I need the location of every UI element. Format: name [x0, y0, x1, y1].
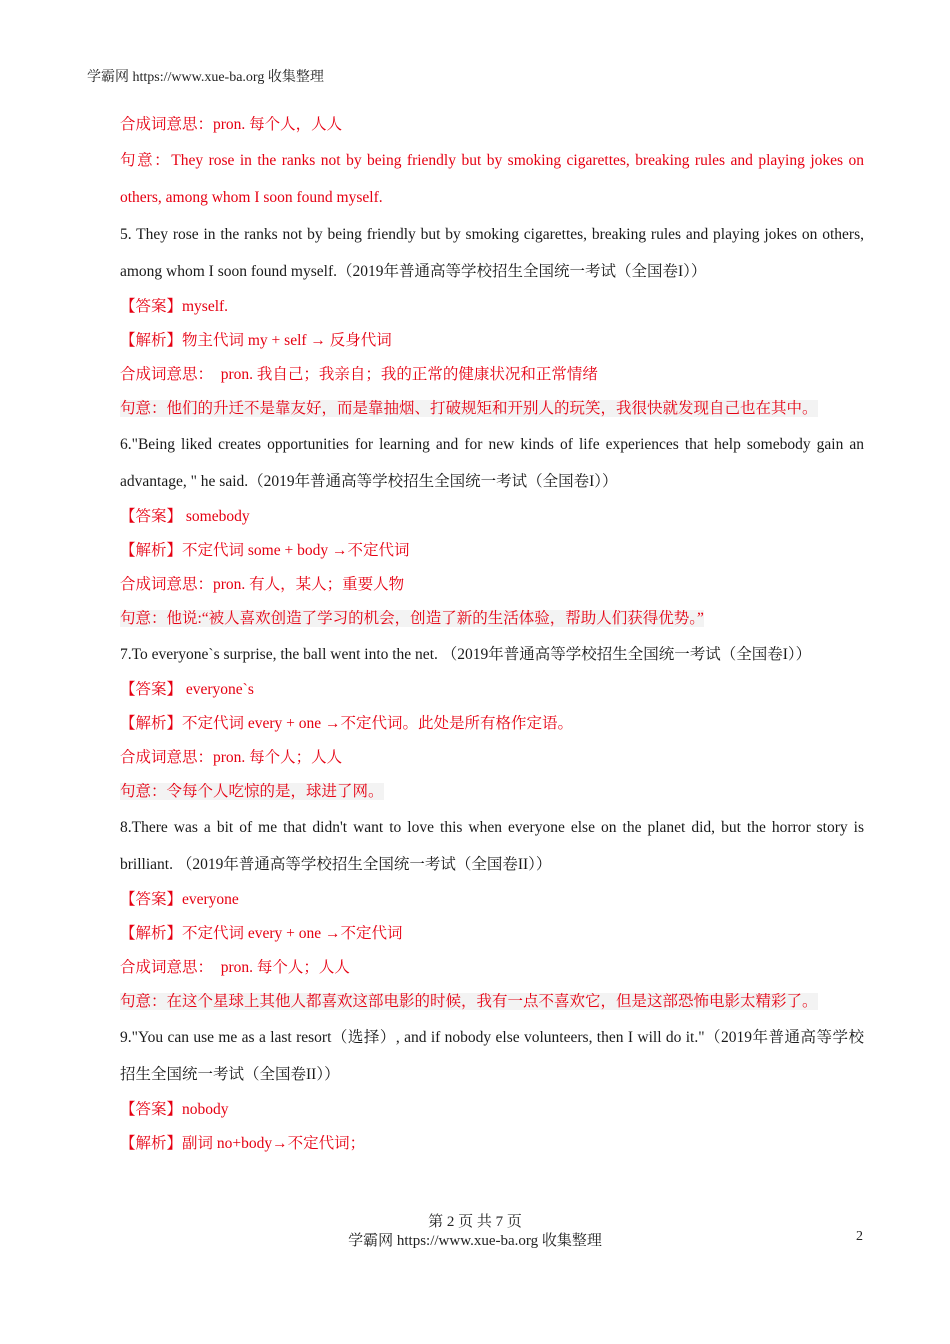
q9-answer: 【答案】nobody — [120, 1101, 229, 1118]
top-meaning: 合成词意思：pron. 每个人，人人 — [120, 116, 343, 133]
top-sentence: 句意：They rose in the ranks not by being friendly but by smoking cigarettes, breaking rules and playing jokes on others, among whom I soon found myself. — [120, 152, 864, 206]
q5-meaning: 合成词意思： pron. 我自己；我亲自；我的正常的健康状况和正常情绪 — [120, 366, 598, 383]
page-number: 2 — [856, 1229, 863, 1244]
q8-meaning: 合成词意思： pron. 每个人；人人 — [120, 959, 350, 976]
footer-source: 学霸网 https://www.xue-ba.org 收集整理 — [348, 1233, 602, 1249]
q8-sentence: 句意：在这个星球上其他人都喜欢这部电影的时候，我有一点不喜欢它，但是这部恐怖电影太精彩了。 — [120, 993, 818, 1010]
q7-answer: 【答案】 everyone`s — [120, 681, 254, 698]
page-header: 学霸网 https://www.xue-ba.org 收集整理 — [87, 70, 324, 85]
question-6: 6."Being liked creates opportunities for learning and for new kinds of life experiences that help somebody gain an advantage, " he said.（2019年普通高等学校招生全国统一考试（全国卷I）） — [120, 436, 864, 490]
q7-analysis: 【解析】不定代词 every + one →不定代词。此处是所有格作定语。 — [120, 715, 574, 732]
q6-sentence: 句意：他说:“被人喜欢创造了学习的机会，创造了新的生活体验，帮助人们获得优势。” — [120, 610, 704, 627]
question-8: 8.There was a bit of me that didn't want to love this when everyone else on the planet did, but the horror story is brilliant. （2019年普通高等学校招生全国统一考试（全国卷II）） — [120, 819, 864, 873]
question-7: 7.To everyone`s surprise, the ball went into the net. （2019年普通高等学校招生全国统一考试（全国卷I）） — [120, 646, 812, 663]
q5-analysis: 【解析】物主代词 my + self → 反身代词 — [120, 332, 392, 349]
question-9: 9."You can use me as a last resort（选择）, and if nobody else volunteers, then I will do it."（2019年普通高等学校招生全国统一考试（全国卷II）） — [120, 1029, 864, 1083]
q6-analysis: 【解析】不定代词 some + body →不定代词 — [120, 542, 410, 559]
q7-sentence: 句意：令每个人吃惊的是，球进了网。 — [120, 783, 384, 800]
q8-analysis: 【解析】不定代词 every + one →不定代词 — [120, 925, 403, 942]
q8-answer: 【答案】everyone — [120, 891, 239, 908]
q6-meaning: 合成词意思：pron. 有人，某人；重要人物 — [120, 576, 405, 593]
q5-sentence: 句意：他们的升迁不是靠友好，而是靠抽烟、打破规矩和开别人的玩笑，我很快就发现自己也在其中。 — [120, 400, 818, 417]
page-counter: 第 2 页 共 7 页 — [428, 1214, 522, 1230]
document-body — [86, 108, 864, 1161]
q7-meaning: 合成词意思：pron. 每个人；人人 — [120, 749, 343, 766]
q9-analysis: 【解析】副词 no+body→不定代词； — [120, 1135, 366, 1152]
question-5: 5. They rose in the ranks not by being friendly but by smoking cigarettes, breaking rules and playing jokes on others, among whom I soon found myself.（2019年普通高等学校招生全国统一考试（全国卷I）） — [120, 226, 864, 280]
q6-answer: 【答案】 somebody — [120, 508, 250, 525]
q5-answer: 【答案】myself. — [120, 298, 229, 315]
